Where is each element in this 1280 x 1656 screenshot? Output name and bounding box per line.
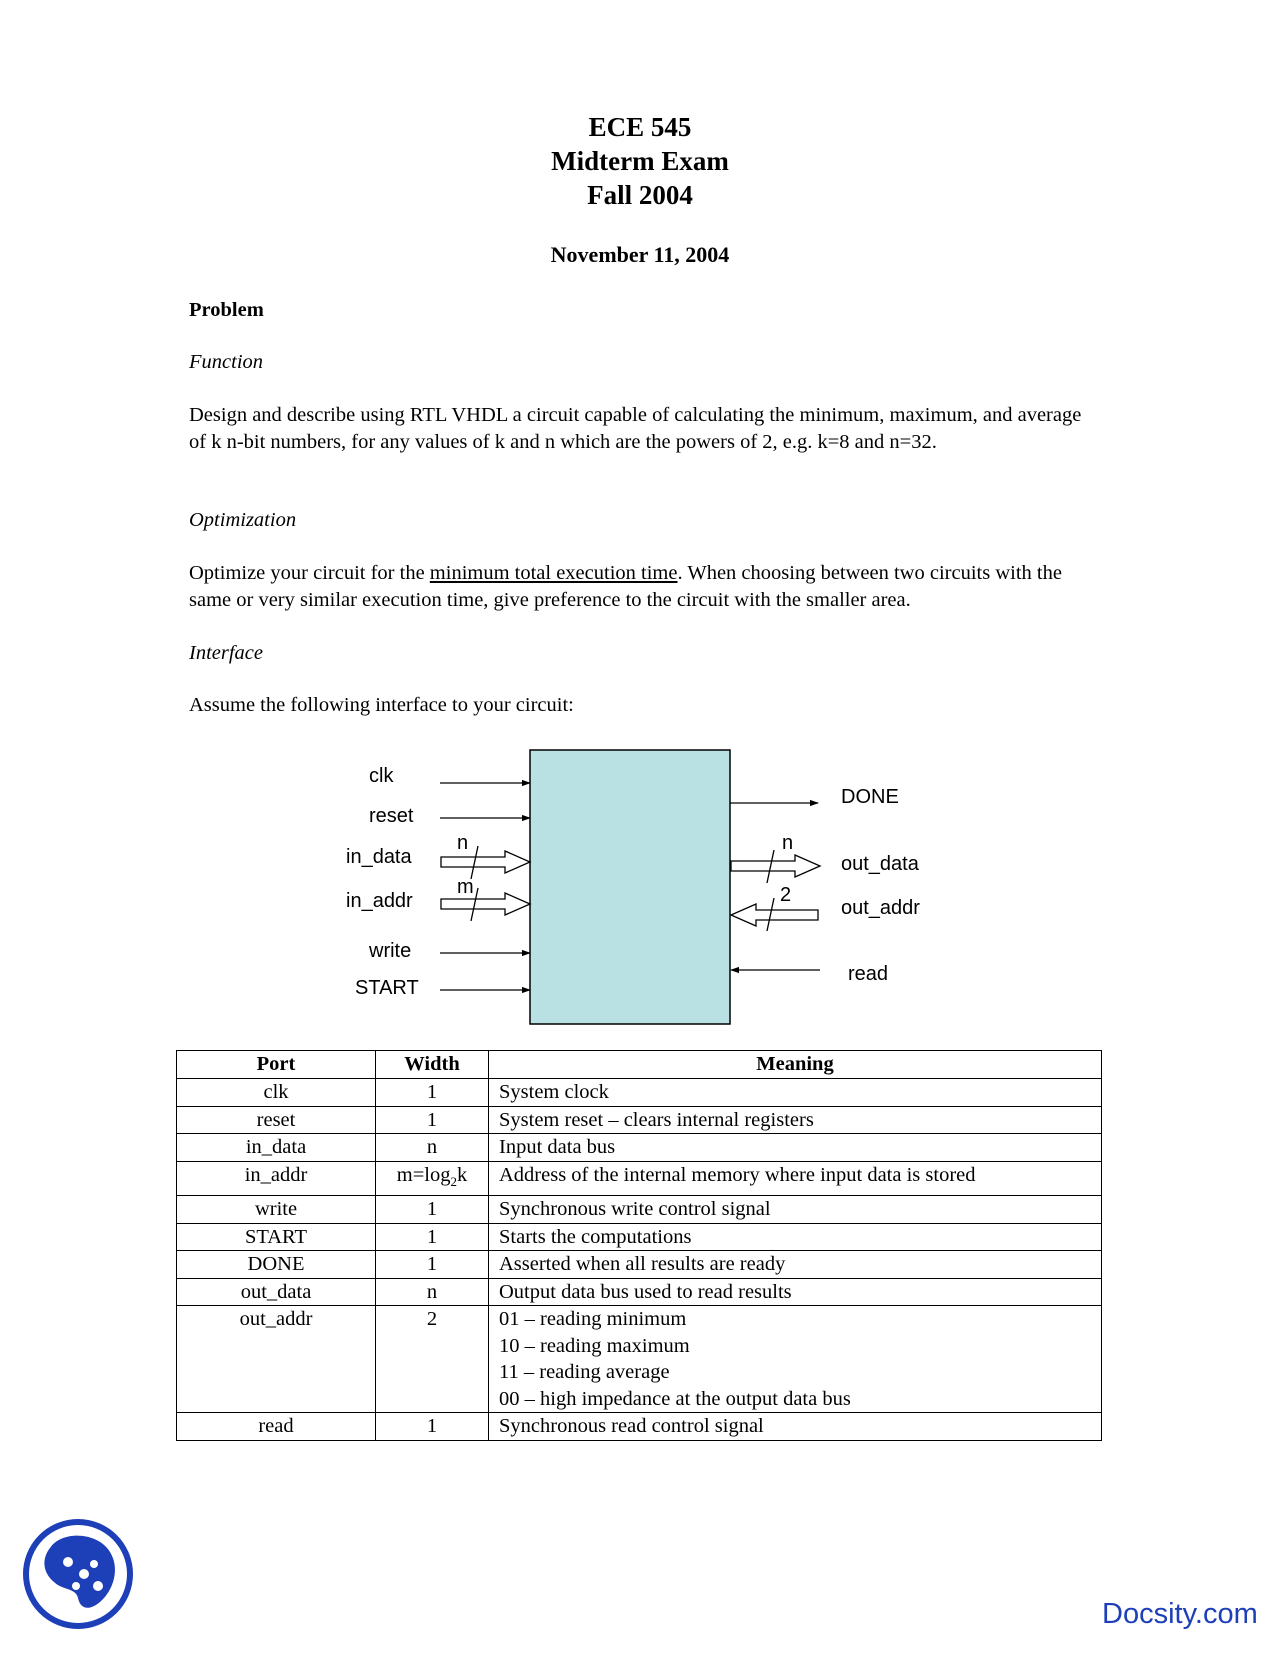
in-data-width-label: n — [457, 832, 469, 854]
interface-heading: Interface — [189, 642, 263, 664]
meaning-cell: Synchronous read control signal — [489, 1413, 1102, 1441]
problem-heading: Problem — [189, 299, 264, 321]
interface-text: Assume the following interface to your circuit: — [189, 694, 574, 716]
width-cell: 1 — [376, 1223, 489, 1251]
table-row — [177, 1196, 1102, 1224]
width-cell: 1 — [376, 1251, 489, 1279]
function-text: Design and describe using RTL VHDL a circuit capable of calculating the minimum, maximum, and average of k n-bit numbers, for any values of k and n which are the powers of 2, e.g. k=8 and n=32. — [189, 404, 1082, 453]
table-row — [177, 1079, 1102, 1107]
table-row — [177, 1161, 1102, 1196]
width-base: m=log — [396, 1163, 451, 1186]
meaning-line: 01 – reading minimum — [499, 1308, 687, 1331]
meaning-cell: System clock — [489, 1079, 1102, 1107]
optimization-text-underlined: minimum total execution time — [429, 562, 678, 584]
port-cell: read — [177, 1413, 376, 1441]
meaning-cell: System reset – clears internal registers — [489, 1106, 1102, 1134]
read-label: read — [848, 963, 889, 985]
ports-table — [176, 1050, 1102, 1441]
width-header: Width — [376, 1051, 489, 1079]
function-heading: Function — [189, 351, 264, 373]
meaning-cell: Asserted when all results are ready — [489, 1251, 1102, 1279]
table-row — [177, 1413, 1102, 1441]
done-label: DONE — [841, 786, 899, 808]
table-row — [177, 1306, 1102, 1413]
in-addr-bus-arrow — [441, 893, 530, 915]
table-row — [177, 1223, 1102, 1251]
optimization-heading: Optimization — [189, 509, 297, 531]
width-tail: k — [456, 1163, 468, 1186]
out-data-bus-arrow — [731, 855, 820, 877]
width-cell: 2 — [376, 1306, 489, 1413]
table-row — [177, 1278, 1102, 1306]
width-cell: n — [376, 1278, 489, 1306]
exam-title: Midterm Exam — [551, 146, 729, 176]
port-cell: clk — [177, 1079, 376, 1107]
meaning-line: 10 – reading maximum — [499, 1334, 690, 1357]
meaning-line: 11 – reading average — [499, 1361, 670, 1384]
out-addr-bus-arrow — [731, 904, 818, 926]
port-cell: write — [177, 1196, 376, 1224]
width-cell: n — [376, 1134, 489, 1162]
port-cell: in_data — [177, 1134, 376, 1162]
out-data-label: out_data — [841, 853, 919, 875]
in-addr-label: in_addr — [346, 890, 413, 912]
width-cell: 1 — [376, 1106, 489, 1134]
width-cell: 1 — [376, 1079, 489, 1107]
width-cell — [376, 1161, 489, 1196]
width-cell: 1 — [376, 1196, 489, 1224]
port-cell: in_addr — [177, 1161, 376, 1196]
optimization-text-post: . When choosing between two circuits with the same or very similar execution time, give preference to the circuit with the smaller area. — [189, 562, 1062, 611]
start-label: START — [355, 977, 419, 999]
optimization-text-pre: Optimize your circuit for the — [189, 562, 430, 584]
meaning-cell: Input data bus — [489, 1134, 1102, 1162]
port-cell: DONE — [177, 1251, 376, 1279]
in-data-bus-arrow — [441, 851, 530, 873]
meaning-cell: Starts the computations — [489, 1223, 1102, 1251]
width-subscript: 2 — [450, 1173, 457, 1189]
write-label: write — [369, 940, 412, 962]
port-header: Port — [177, 1051, 376, 1079]
port-cell: reset — [177, 1106, 376, 1134]
port-cell: out_data — [177, 1278, 376, 1306]
reset-label: reset — [369, 805, 414, 827]
meaning-header: Meaning — [489, 1051, 1102, 1079]
docsity-brand[interactable]: Docsity.com — [1102, 1598, 1258, 1630]
table-row — [177, 1106, 1102, 1134]
docsity-logo-icon — [22, 1518, 134, 1630]
port-cell: START — [177, 1223, 376, 1251]
circuit-box — [530, 750, 730, 1024]
table-row — [177, 1134, 1102, 1162]
table-row — [177, 1251, 1102, 1279]
course-title: ECE 545 — [588, 112, 692, 142]
meaning-cell: Output data bus used to read results — [489, 1278, 1102, 1306]
meaning-line: 00 – high impedance at the output data bus — [499, 1387, 851, 1410]
in-addr-width-label: m — [457, 876, 474, 898]
table-header-row — [177, 1051, 1102, 1079]
out-data-width-label: n — [782, 832, 794, 854]
meaning-cell: Synchronous write control signal — [489, 1196, 1102, 1224]
clk-label: clk — [369, 765, 394, 787]
width-cell: 1 — [376, 1413, 489, 1441]
port-cell: out_addr — [177, 1306, 376, 1413]
meaning-cell — [489, 1306, 1102, 1413]
meaning-cell: Address of the internal memory where input data is stored — [489, 1161, 1102, 1196]
in-data-label: in_data — [346, 846, 412, 868]
out-addr-label: out_addr — [841, 897, 920, 919]
exam-date: November 11, 2004 — [550, 242, 730, 267]
out-addr-width-label: 2 — [780, 884, 792, 906]
term-title: Fall 2004 — [587, 180, 693, 210]
